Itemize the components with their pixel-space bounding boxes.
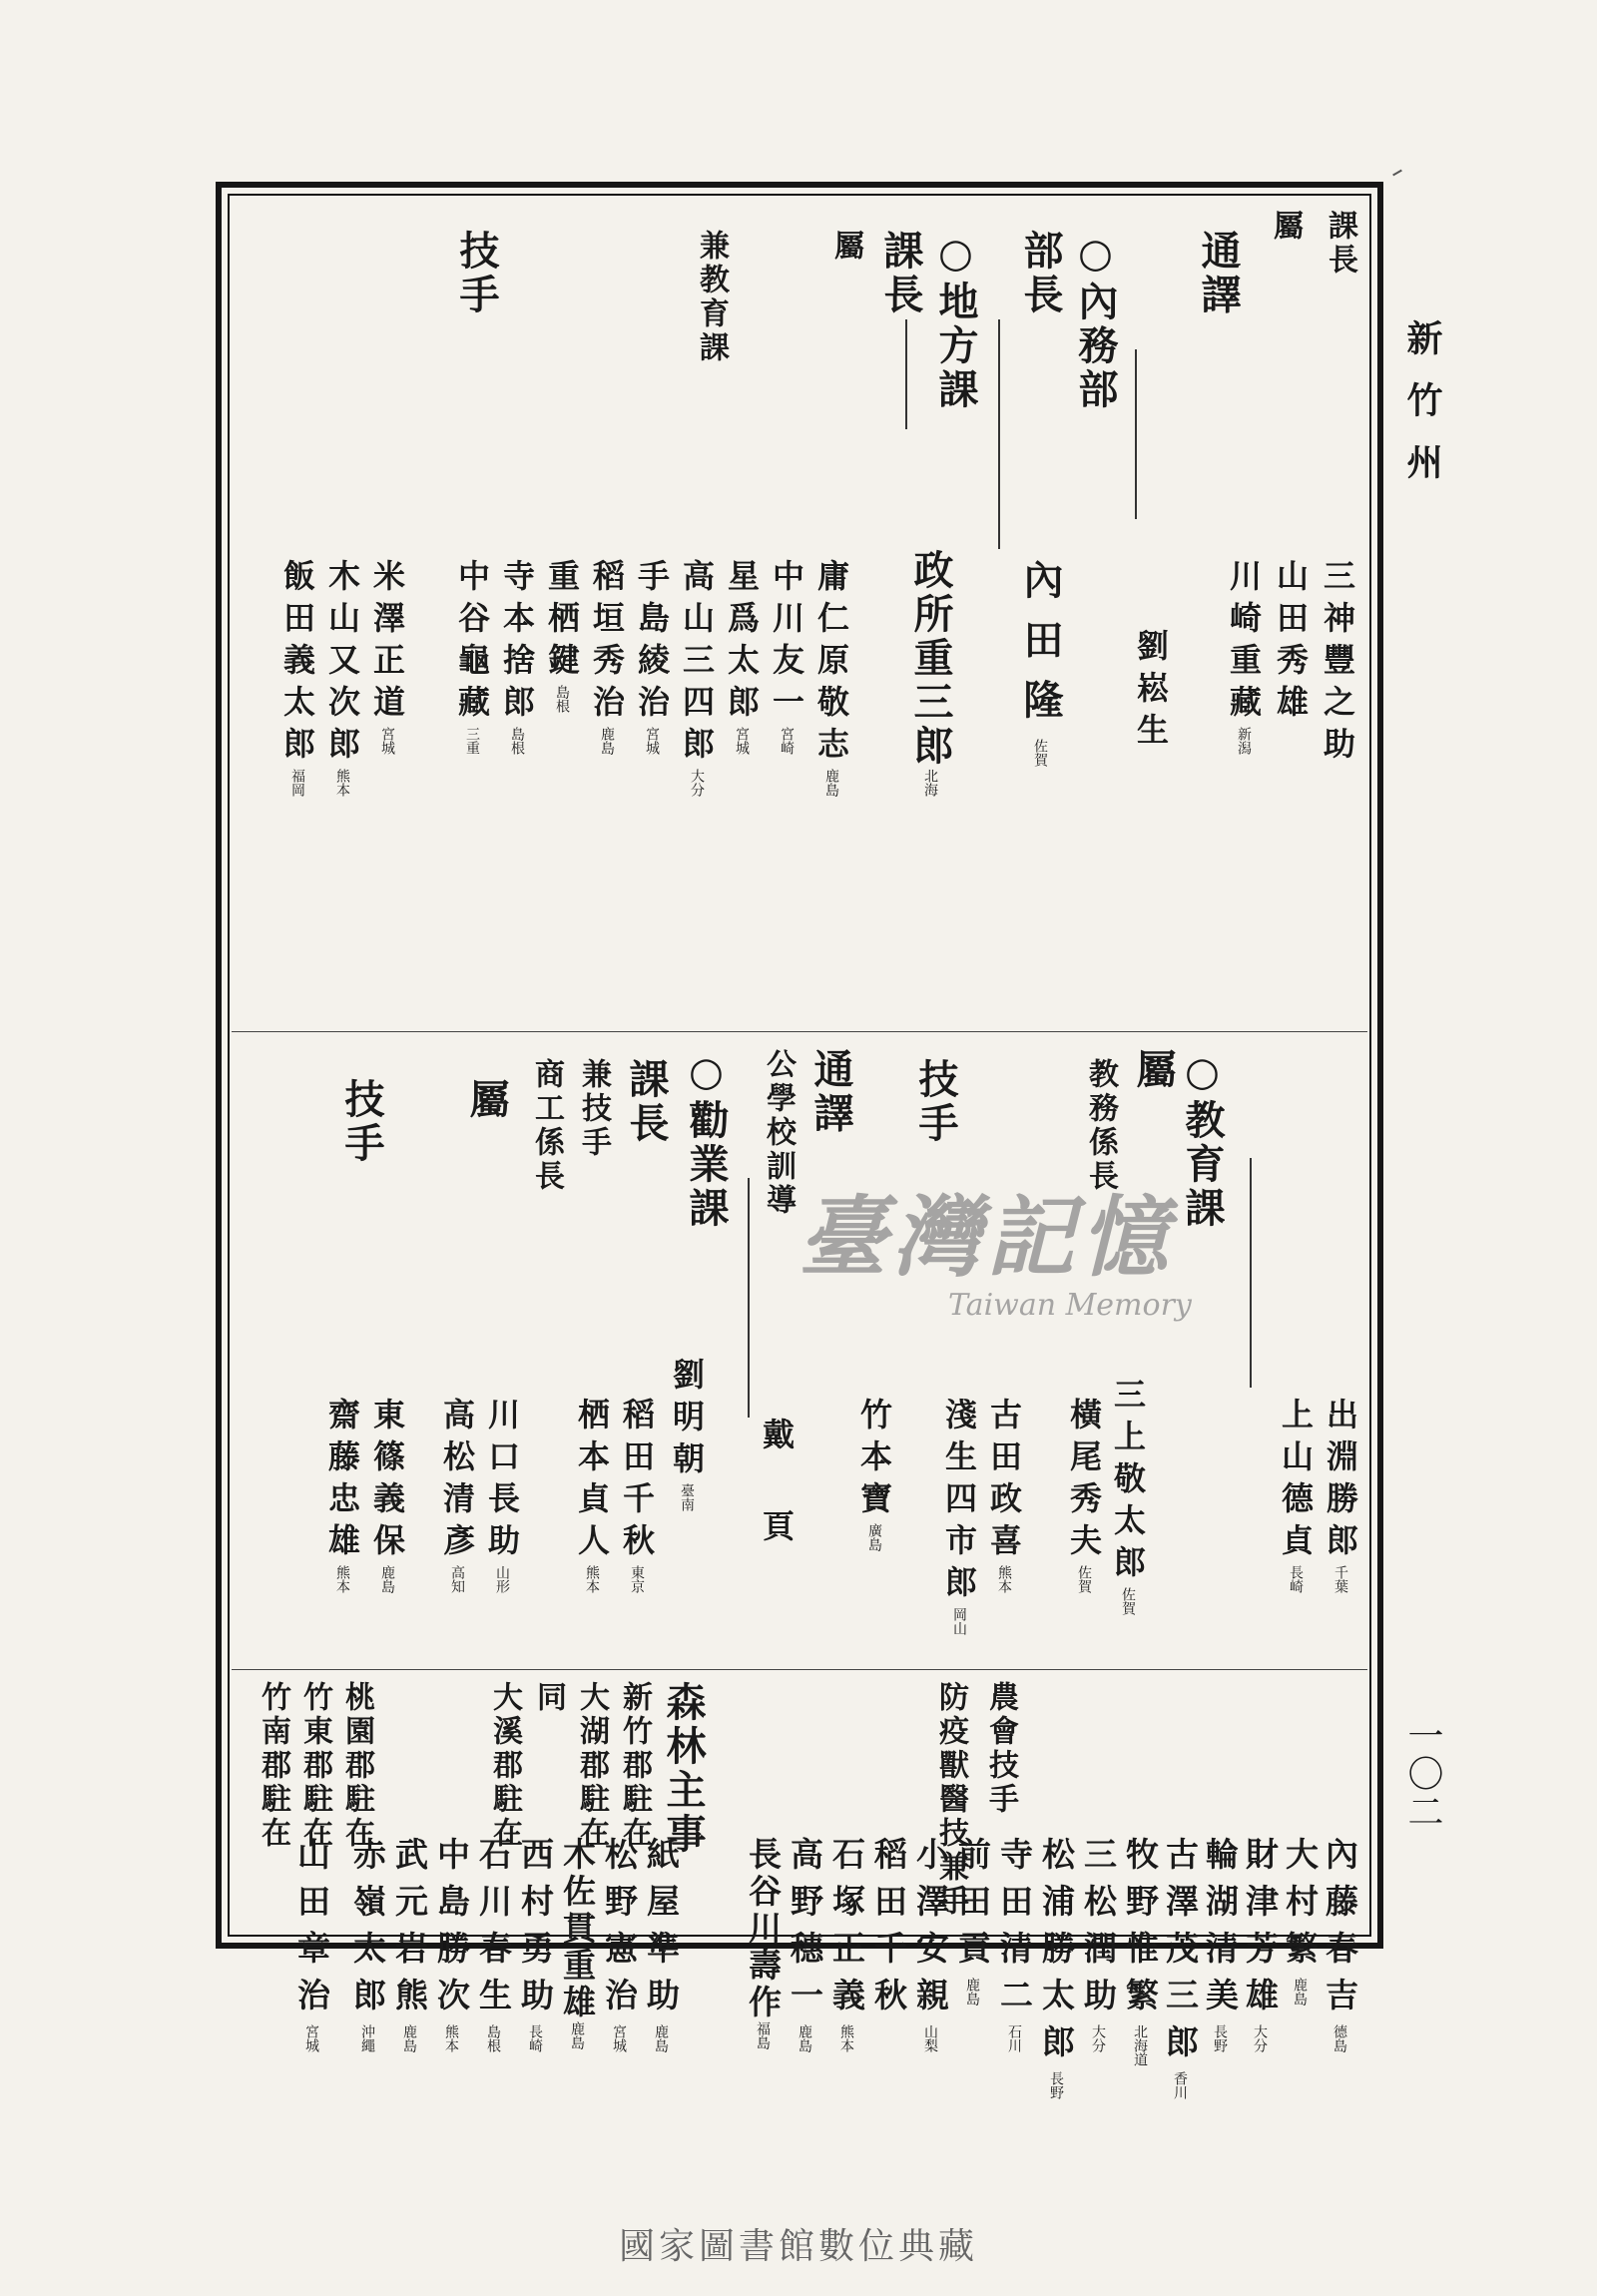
origin-tag: 長崎 <box>527 2024 543 2052</box>
origin-tag: 島根 <box>554 685 570 713</box>
staff-name: 竹本寶廣島 <box>855 1398 893 1551</box>
staff-name: 寺本捨郎島根 <box>498 559 536 755</box>
origin-tag: 長野 <box>1048 2071 1064 2099</box>
staff-name: 川崎重藏新潟 <box>1225 559 1263 755</box>
staff-name: 高野穗一鹿島 <box>786 1837 824 2052</box>
staff-name: 長谷川壽作福島 <box>744 1837 783 2049</box>
origin-tag: 島根 <box>509 727 525 755</box>
staff-name: 劉明朝臺南 <box>668 1358 706 1511</box>
staff-name: 輪湖清美長野 <box>1201 1837 1240 2052</box>
origin-tag: 高知 <box>449 1565 465 1593</box>
staff-name: 重栖鍵島根 <box>543 559 581 713</box>
origin-tag: 德島 <box>1331 2024 1347 2052</box>
staff-name: 山田秀雄 <box>1272 559 1310 727</box>
origin-tag: 佐賀 <box>1032 739 1048 767</box>
origin-tag: 香川 <box>1172 2071 1188 2099</box>
band-divider <box>232 1669 1367 1670</box>
assignment-label: 大溪郡駐在 <box>487 1681 522 1851</box>
staff-name: 小澤安親山梨 <box>911 1837 950 2052</box>
origin-tag: 熊本 <box>334 1565 350 1593</box>
origin-tag: 山形 <box>494 1565 510 1593</box>
staff-name: 中川友一宮崎 <box>768 559 805 755</box>
staff-name: 中島勝次熊本 <box>432 1837 471 2052</box>
origin-tag: 大分 <box>1252 2024 1268 2052</box>
origin-tag: 宮城 <box>644 727 660 755</box>
origin-tag: 宮城 <box>379 727 395 755</box>
origin-tag: 鹿島 <box>653 2024 669 2052</box>
staff-name: 石塚正義熊本 <box>827 1837 866 2052</box>
origin-tag: 熊本 <box>584 1565 600 1593</box>
staff-name: 庸仁原敬志鹿島 <box>812 559 850 797</box>
origin-tag: 千葉 <box>1332 1565 1348 1593</box>
staff-name: 稻垣秀治鹿島 <box>588 559 626 755</box>
role-label: 技手 <box>912 1058 959 1146</box>
staff-name: 山田章治宮城 <box>292 1837 331 2052</box>
assignment-label: 竹東郡駐在 <box>297 1681 332 1851</box>
band-2 <box>232 1038 1367 1667</box>
band-4 <box>226 1837 1373 2226</box>
origin-tag: 熊本 <box>996 1565 1012 1593</box>
staff-name: 松野憲治宮城 <box>600 1837 639 2052</box>
origin-tag: 鹿島 <box>964 1978 980 2006</box>
origin-tag: 新潟 <box>1236 727 1252 755</box>
role-label: 兼教育課 <box>694 230 729 365</box>
watermark <box>798 1168 1192 1323</box>
staff-name: 米澤正道宮城 <box>368 559 406 755</box>
origin-tag: 鹿島 <box>599 727 615 755</box>
origin-tag: 石川 <box>1006 2024 1022 2052</box>
origin-tag: 佐賀 <box>1120 1587 1136 1615</box>
staff-name: 牧野惟繁北海道 <box>1121 1837 1160 2066</box>
origin-tag: 鹿島 <box>1292 1978 1308 2006</box>
role-label: 通譯 <box>1195 230 1242 317</box>
staff-name: 內田隆佐賀 <box>1017 559 1064 767</box>
origin-tag: 佐賀 <box>1076 1565 1092 1593</box>
role-label: 課長 <box>877 230 924 317</box>
staff-name: 三神豐之助 <box>1319 559 1356 769</box>
staff-name: 古澤茂三郎香川 <box>1161 1837 1200 2099</box>
origin-tag: 沖繩 <box>359 2024 375 2052</box>
role-label: 商工係長 <box>529 1058 564 1194</box>
staff-name: 中谷龜藏三重 <box>453 559 491 755</box>
role-label: 屬 <box>463 1078 510 1122</box>
origin-tag: 大分 <box>1090 2024 1106 2052</box>
assignment-label: 同 <box>531 1681 566 1715</box>
staff-name: 寺田清二石川 <box>995 1837 1034 2052</box>
assignment-label: 桃園郡駐在 <box>339 1681 374 1851</box>
staff-name: 齋藤忠雄熊本 <box>323 1398 361 1593</box>
staff-name: 古田政喜熊本 <box>985 1398 1023 1593</box>
origin-tag: 鹿島 <box>823 769 839 797</box>
assignment-label: 大湖郡駐在 <box>574 1681 609 1851</box>
origin-tag: 鹿島 <box>401 2024 417 2052</box>
origin-tag: 長野 <box>1212 2024 1228 2052</box>
origin-tag: 宮城 <box>734 727 750 755</box>
origin-tag: 鹿島 <box>379 1565 395 1593</box>
origin-tag: 宮崎 <box>779 727 795 755</box>
corner-mark <box>1392 170 1402 177</box>
role-label: 兼技手 <box>576 1058 611 1160</box>
staff-name: 高松清彥高知 <box>438 1398 476 1593</box>
assignment-label: 竹南郡駐在 <box>256 1681 290 1851</box>
staff-name: 石川春生島根 <box>474 1837 513 2052</box>
origin-tag: 長崎 <box>1288 1565 1304 1593</box>
staff-name: 劉崧生 <box>1132 629 1170 755</box>
staff-name: 內藤春吉德島 <box>1321 1837 1359 2052</box>
page-number: 一〇二 <box>1402 1717 1443 1831</box>
origin-tag: 宮城 <box>611 2024 627 2052</box>
staff-name: 東篠義保鹿島 <box>368 1398 406 1593</box>
staff-name: 松浦勝太郎長野 <box>1037 1837 1076 2099</box>
role-label: 防疫獸醫技兼手 <box>933 1681 968 1919</box>
staff-name: 紙屋準助鹿島 <box>642 1837 681 2052</box>
origin-tag: 北海道 <box>1132 2024 1148 2066</box>
role-label: 技手 <box>338 1078 385 1166</box>
origin-tag: 廣島 <box>866 1523 882 1551</box>
page-frame <box>216 182 1383 1949</box>
staff-name: 出淵勝郎千葉 <box>1322 1398 1359 1593</box>
role-label: 屬 <box>1130 1048 1177 1092</box>
assignment-label: 新竹郡駐在 <box>617 1681 652 1851</box>
staff-name: 飯田義太郎福岡 <box>278 559 316 797</box>
origin-tag: 島根 <box>485 2024 501 2052</box>
bracket-line <box>748 1178 750 1418</box>
role-label: 教務係長 <box>1083 1058 1118 1194</box>
staff-name: 木佐貫重雄鹿島 <box>558 1837 597 2049</box>
bracket-line <box>1250 1158 1252 1388</box>
section-heading: ○教育課 <box>1179 1048 1226 1231</box>
role-label: 農會技手 <box>983 1681 1018 1817</box>
staff-name: 川口長助山形 <box>483 1398 521 1593</box>
footer-caption: 國家圖書館數位典藏 <box>618 2226 978 2267</box>
department-heading: ○內務部 <box>1072 230 1119 412</box>
origin-tag: 熊本 <box>334 769 350 797</box>
staff-name: 稻田千秋東京 <box>618 1398 656 1593</box>
band-1 <box>232 210 1367 1028</box>
bracket-line <box>905 319 907 429</box>
staff-name: 上山德貞長崎 <box>1277 1398 1315 1593</box>
role-label: 屬 <box>1268 210 1303 244</box>
staff-name: 木山又次郎熊本 <box>323 559 361 797</box>
origin-tag: 福島 <box>755 2021 771 2049</box>
origin-tag: 山梨 <box>922 2024 938 2052</box>
role-label: 通譯 <box>807 1048 854 1136</box>
origin-tag: 鹿島 <box>797 2024 812 2052</box>
role-label: 技手 <box>453 230 500 317</box>
staff-name: 前田貢鹿島 <box>953 1837 992 2006</box>
watermark-subtext: Taiwan Memory <box>948 1288 1192 1323</box>
staff-name: 財津芳雄大分 <box>1241 1837 1280 2052</box>
staff-name: 大村繁鹿島 <box>1281 1837 1320 2006</box>
origin-tag: 宮城 <box>303 2024 319 2052</box>
origin-tag: 三重 <box>464 727 480 755</box>
staff-name: 高山三四郎大分 <box>678 559 716 797</box>
role-label: 屬 <box>828 230 863 264</box>
origin-tag: 熊本 <box>443 2024 459 2052</box>
origin-tag: 鹿島 <box>569 2021 585 2049</box>
staff-name: 三松潤助大分 <box>1079 1837 1118 2052</box>
role-label: 部長 <box>1017 230 1064 317</box>
band-divider <box>232 1031 1367 1032</box>
staff-name: 三上敬太郎佐賀 <box>1109 1378 1147 1615</box>
staff-name: 橫尾秀夫佐賀 <box>1065 1398 1103 1593</box>
origin-tag: 北海 <box>922 769 938 797</box>
staff-name: 手島綾治宮城 <box>633 559 671 755</box>
page-header-title: 新竹州 <box>1401 319 1443 505</box>
origin-tag: 臺南 <box>679 1483 695 1511</box>
role-label: 公學校訓導 <box>761 1048 796 1218</box>
bracket-line <box>1135 349 1137 519</box>
staff-name: 赤嶺太郎沖繩 <box>348 1837 387 2052</box>
watermark-text: 臺灣記憶 <box>798 1185 1175 1289</box>
origin-tag: 福岡 <box>289 769 305 797</box>
staff-name: 政所重三郎北海 <box>907 549 954 797</box>
staff-name: 稻田千秋 <box>869 1837 908 2024</box>
staff-name: 星爲太郎宮城 <box>723 559 761 755</box>
origin-tag: 熊本 <box>838 2024 854 2052</box>
role-label: 森林主事 <box>660 1681 707 1857</box>
origin-tag: 大分 <box>689 769 705 797</box>
staff-name: 西村勇助長崎 <box>516 1837 555 2052</box>
origin-tag: 岡山 <box>951 1607 967 1635</box>
staff-name: 栖本貞人熊本 <box>573 1398 611 1593</box>
role-label: 課長 <box>623 1058 670 1146</box>
section-heading: ○勸業課 <box>683 1048 730 1231</box>
staff-name: 戴頁 <box>758 1418 796 1601</box>
origin-tag: 東京 <box>629 1565 645 1593</box>
role-label: 課長 <box>1323 210 1357 278</box>
section-heading: ○地方課 <box>932 230 979 412</box>
staff-name: 武元岩熊鹿島 <box>390 1837 429 2052</box>
bracket-line <box>998 319 1000 549</box>
staff-name: 淺生四市郎岡山 <box>940 1398 978 1635</box>
